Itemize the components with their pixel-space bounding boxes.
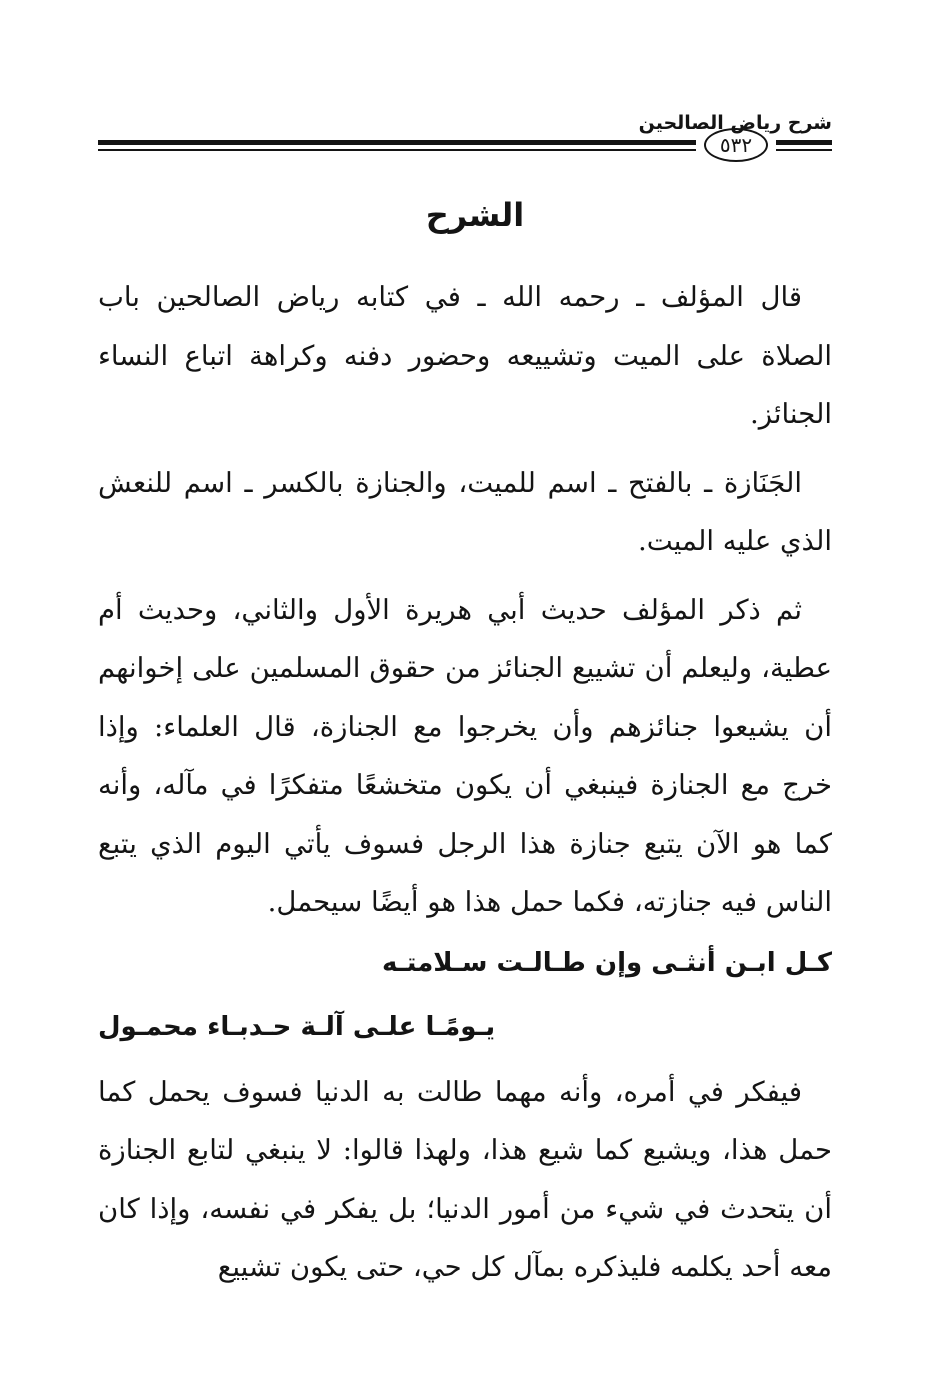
verse-line: كـل ابـن أنثـى وإن طـالـت سـلامتـه [381,947,832,978]
body-text [98,268,832,1297]
paragraph: قال المؤلف ـ رحمه الله ـ في كتابه رياض الصالحين باب الصلاة على الميت وتشييعه وحضور دفنه وكراهة اتباع النساء الجنائز. [98,281,832,430]
verse-line: يـومًـا علـى آلـة حـدبـاء محمـول [98,1012,496,1042]
page-number: ٥٣٢ [704,128,768,162]
header-rule-thick-short [776,140,832,145]
paragraph: ثم ذكر المؤلف حديث أبي هريرة الأول والثاني، وحديث أم عطية، وليعلم أن تشييع الجنائز من حقوق المسلمين على إخوانهم أن يشيعوا جنائزهم وأن يخرجوا مع الجنازة، قال العلماء: وإذا خرج مع الجنازة فينبغي أن يكون متخشعًا متفكرًا في مآله، وأنه كما هو الآن يتبع جنازة هذا الرجل فسوف يأتي اليوم الذي يتبع الناس فيه جنازته، فكما حمل هذا هو أيضًا سيحمل. [98,593,832,918]
paragraph: الجَنَازة ـ بالفتح ـ اسم للميت، والجنازة بالكسر ـ اسم للنعش الذي عليه الميت. [98,466,832,557]
running-title: شرح رياض الصالحين [638,112,832,134]
paragraph: فيفكر في أمره، وأنه مهما طالت به الدنيا فسوف يحمل كما حمل هذا، ويشيع كما شيع هذا، ولهذا قالوا: لا ينبغي لتابع الجنازة أن يتحدث في شيء من أمور الدنيا؛ بل يفكر في نفسه، وإذا كان معه أحد يكلمه فليذكره بمآل كل حي، حتى يكون تشييع [98,1075,833,1283]
section-heading: الشرح [425,196,525,234]
header-rule-thick [98,140,696,145]
header-rule-thin-short [776,149,832,151]
header-rule-thin [98,149,696,151]
